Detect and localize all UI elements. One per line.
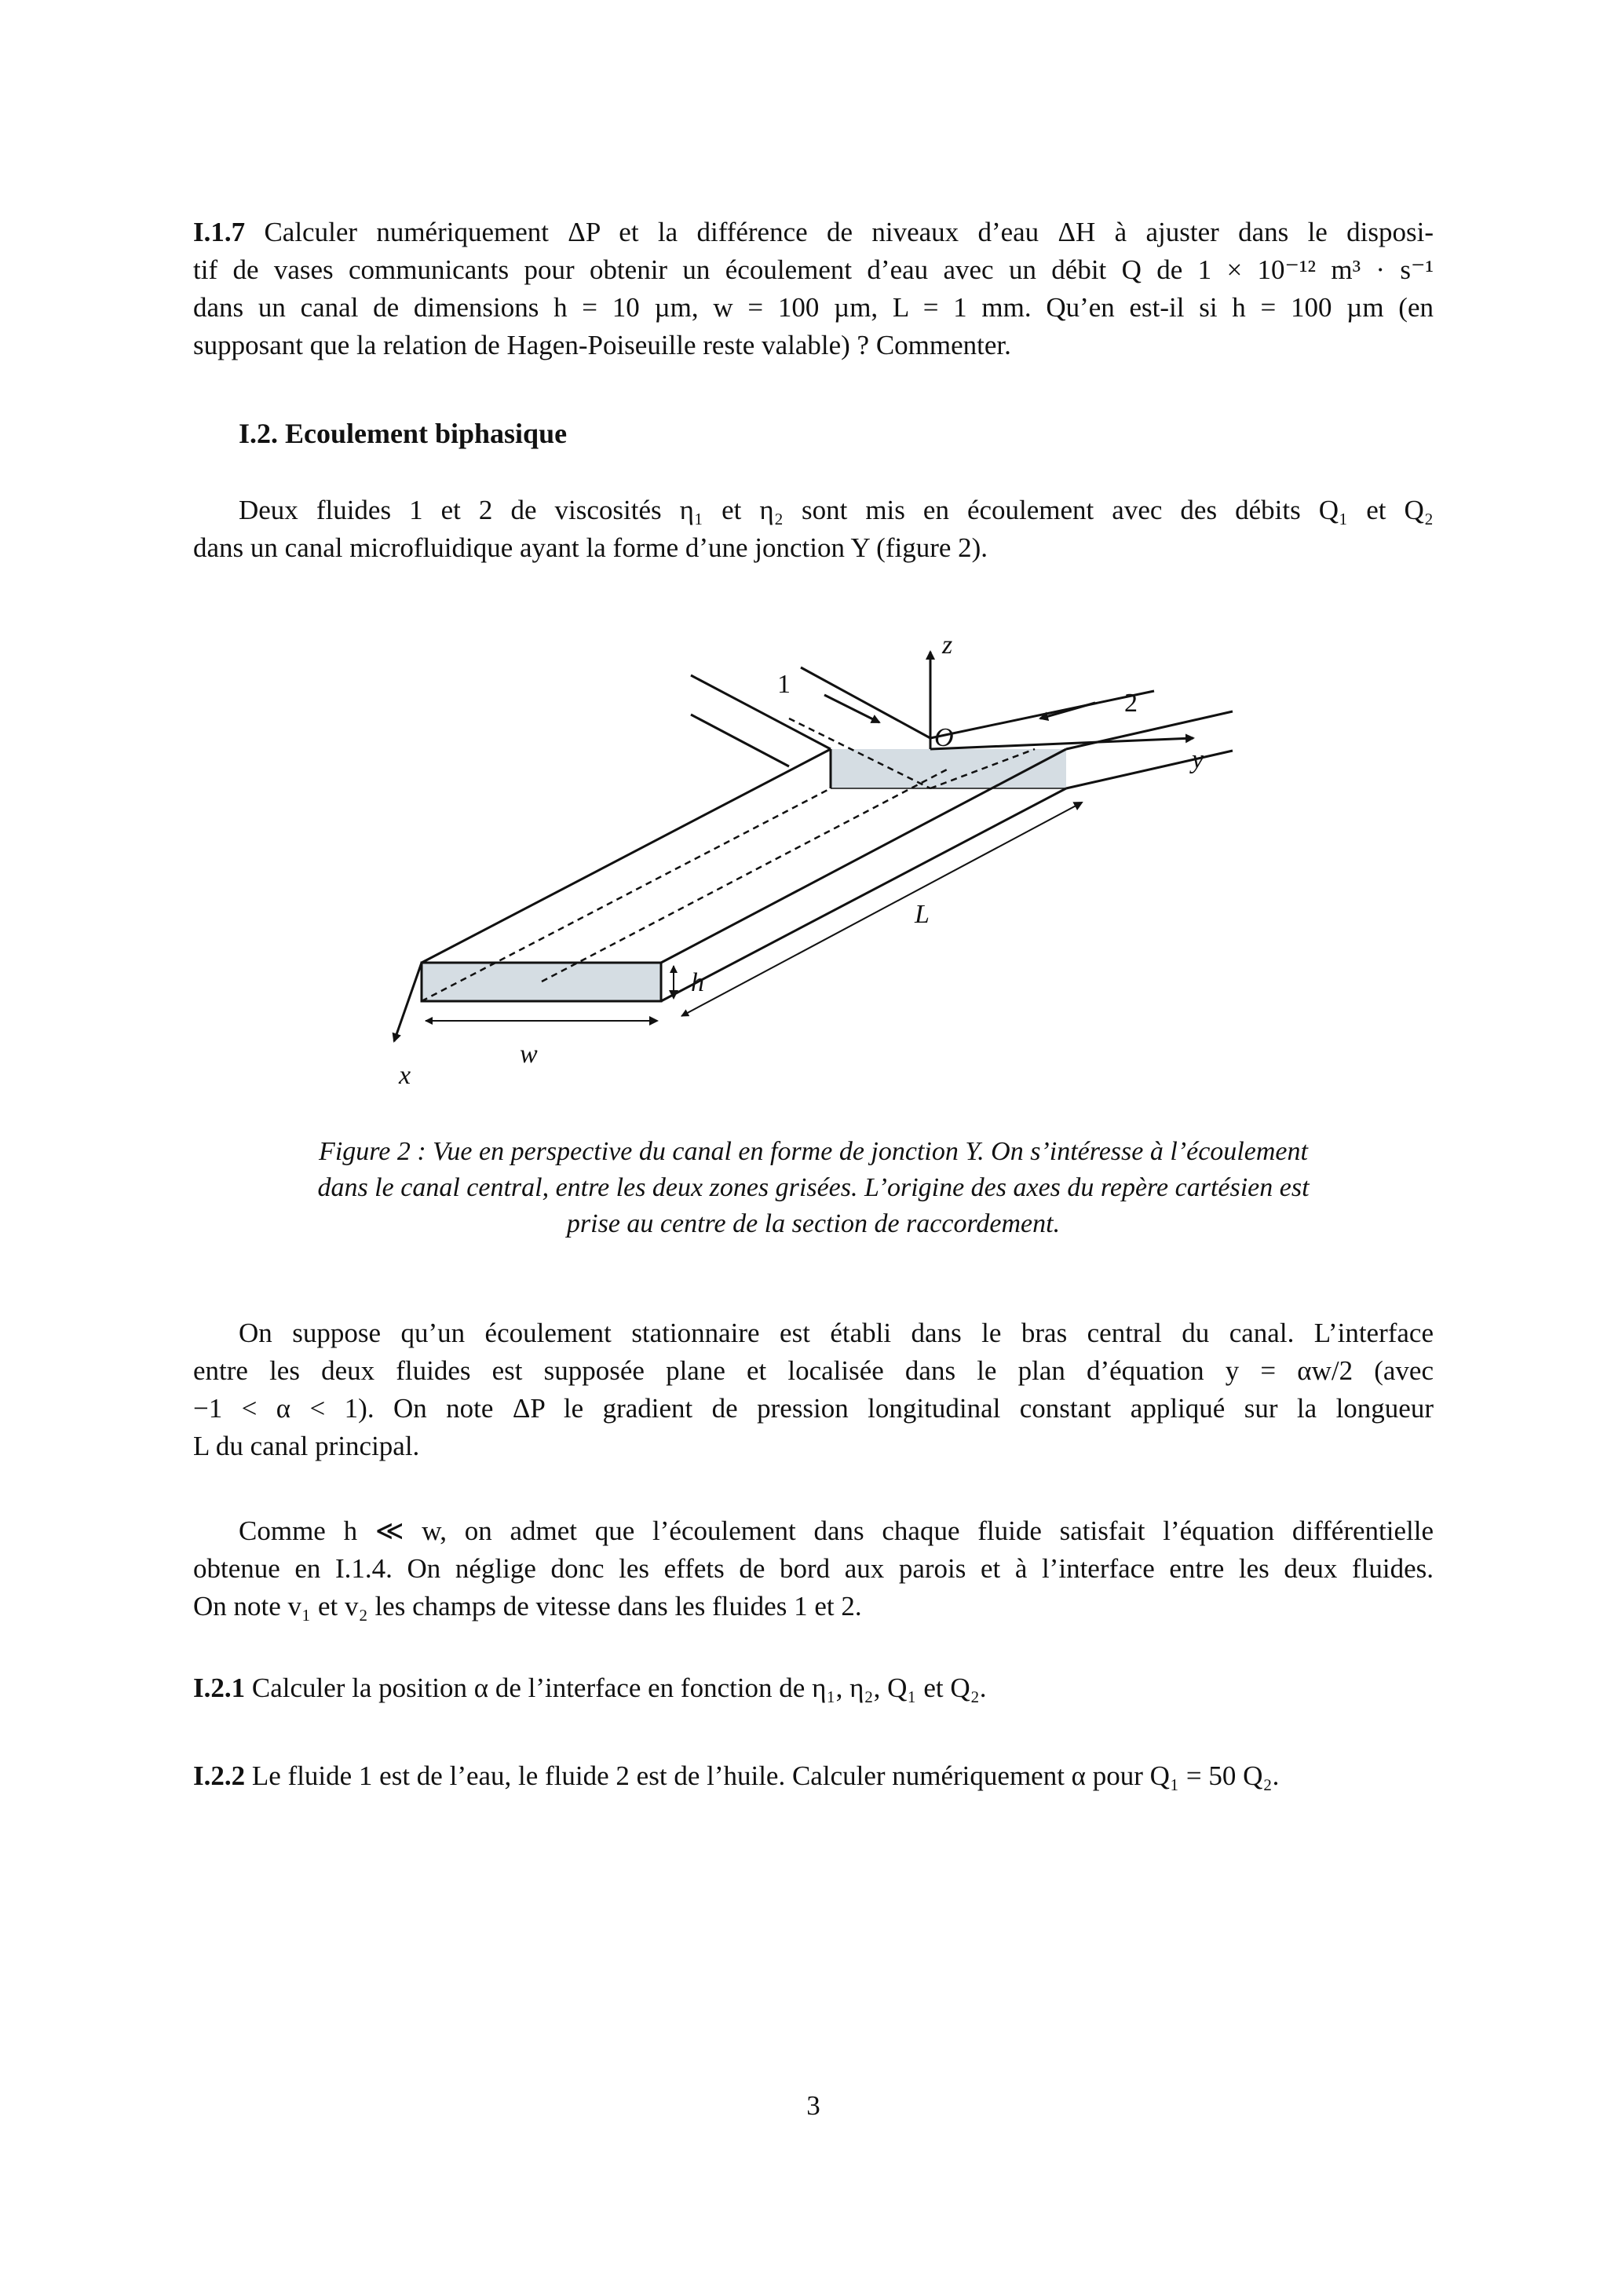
text-line: Deux fluides 1 et 2 de viscosités η₁ et η₂ sont mis en écoulement avec des débits Q₁ et Q₂: [239, 495, 1434, 525]
text-line: obtenue en I.1.4. On néglige donc les effets de bord aux parois et à l’interface entre les deux fluides.: [193, 1553, 1434, 1584]
inlet1-edge-c: [801, 667, 930, 738]
section-heading: I.2. Ecoulement biphasique: [239, 418, 568, 449]
paragraph-stationary-flow: [193, 1314, 1434, 1465]
figure-caption: [209, 1134, 1418, 1242]
width-label: w: [520, 1040, 538, 1069]
text-line: dans un canal microfluidique ayant la forme d’une jonction Y (figure 2).: [193, 532, 988, 563]
inlet1-edge-a: [691, 675, 831, 749]
page: [193, 0, 1434, 2296]
y-label: y: [1192, 745, 1204, 774]
inlet2-edge-c: [1066, 751, 1233, 788]
inlet2-label: 2: [1124, 689, 1138, 718]
text-line: tif de vases communicants pour obtenir un écoulement d’eau avec un débit Q de 1 × 10⁻¹² m³ · s⁻¹: [193, 254, 1434, 285]
y-junction-figure: [188, 620, 1319, 1107]
length-dimension: [681, 803, 1082, 1016]
channel-top-left-edge: [422, 749, 831, 963]
text-line: On note v₁ et v₂ les champs de vitesse dans les fluides 1 et 2.: [193, 1591, 862, 1621]
outlet-section-shade: [422, 963, 661, 1001]
inlet1-label: 1: [777, 670, 791, 699]
text-line: Calculer numériquement ΔP et la différence de niveaux d’eau ΔH à ajuster dans le disposi-: [264, 217, 1434, 247]
x-axis: [394, 963, 422, 1041]
question-label: I.1.7: [193, 217, 246, 247]
y-axis: [930, 738, 1193, 749]
z-label: z: [942, 631, 953, 660]
height-label: h: [691, 968, 704, 997]
text-line: L du canal principal.: [193, 1431, 420, 1461]
text-line: dans un canal de dimensions h = 10 µm, w = 100 µm, L = 1 mm. Qu’en est-il si h = 100 µm (en: [193, 292, 1434, 323]
inlet2-edge-a: [930, 691, 1154, 738]
question-1-2-1: [193, 1669, 1434, 1707]
x-label: x: [399, 1061, 411, 1090]
text-line: On suppose qu’un écoulement stationnaire est établi dans le bras central du canal. L’interface: [239, 1318, 1434, 1348]
text-line: Comme h ≪ w, on admet que l’écoulement dans chaque fluide satisfait l’équation différentielle: [239, 1515, 1434, 1546]
text-line: Le fluide 1 est de l’eau, le fluide 2 est de l’huile. Calculer numériquement α pour Q₁ = 50 Q₂.: [251, 1760, 1280, 1791]
origin-label: O: [934, 723, 954, 752]
text-line: −1 < α < 1). On note ΔP le gradient de pression longitudinal constant appliqué sur la longueur: [193, 1393, 1434, 1424]
page-number: 3: [806, 2090, 820, 2121]
text-line: supposant que la relation de Hagen-Poiseuille reste valable) ? Commenter.: [193, 330, 1011, 360]
caption-line: dans le canal central, entre les deux zones grisées. L’origine des axes du repère cartésien est: [317, 1173, 1310, 1202]
inlet1-edge-b: [691, 715, 789, 766]
flow-arrow-1: [824, 695, 879, 722]
intro-paragraph: [193, 492, 1434, 567]
text-line: entre les deux fluides est supposée plane et localisée dans le plan d’équation y = αw/2 (avec: [193, 1355, 1434, 1386]
question-label: I.2.1: [193, 1673, 246, 1703]
caption-line: Figure 2 : Vue en perspective du canal en forme de jonction Y. On s’intéresse à l’écoulement: [319, 1137, 1308, 1166]
length-label: L: [915, 900, 930, 929]
paragraph-assumption: [193, 1512, 1434, 1625]
channel-bottom-right-edge: [661, 788, 1066, 1001]
question-1-1-7: [193, 214, 1434, 364]
text-line: Calculer la position α de l’interface en fonction de η₁, η₂, Q₁ et Q₂.: [251, 1673, 987, 1703]
flow-arrow-2: [1040, 703, 1095, 718]
caption-line: prise au centre de la section de raccordement.: [566, 1209, 1061, 1238]
question-1-2-2: [193, 1757, 1434, 1795]
interface-hidden-line: [542, 769, 948, 982]
question-label: I.2.2: [193, 1760, 246, 1791]
